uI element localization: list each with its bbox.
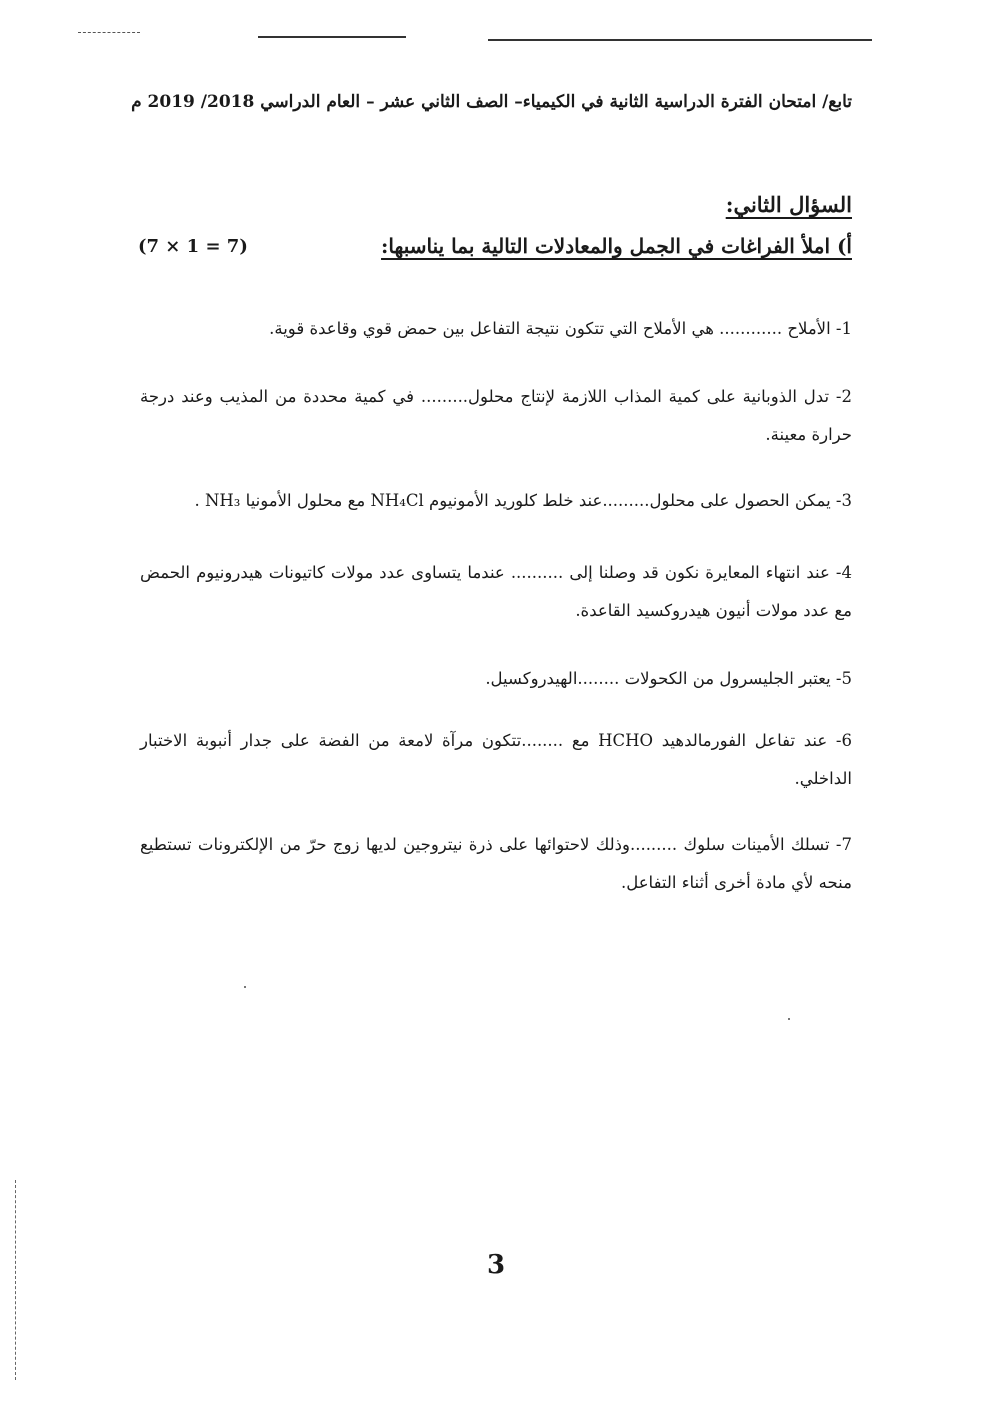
item-number: 1- [835, 319, 852, 338]
question-item-4 [140, 554, 852, 630]
item-text: الأملاح ............ هي الأملاح التي تتكون نتيجة التفاعل بين حمض قوي وقاعدة قوية. [269, 319, 836, 338]
question-title: السؤال الثاني: [725, 192, 852, 217]
item-number: 6- [835, 731, 852, 750]
question-instructions: أ) املأ الفراغات في الجمل والمعادلات التالية بما يناسبها: [381, 234, 852, 258]
item-text: تدل الذوبانية على كمية المذاب اللازمة لإنتاج محلول......... في كمية محددة من المذيب وعند درجة حرارة معينة. [140, 387, 852, 444]
item-number: 3- [835, 491, 852, 510]
scan-artifact-line [488, 39, 872, 41]
item-number: 5- [835, 669, 852, 688]
item-text: عند تفاعل الفورمالدهيد HCHO مع ........تتكون مرآة لامعة من الفضة على جدار أنبوبة الاختبار الداخلي. [140, 731, 852, 788]
question-item-2 [140, 378, 852, 454]
item-text: يعتبر الجليسرول من الكحولات ........الهيدروكسيل. [485, 669, 836, 688]
item-number: 2- [835, 387, 852, 406]
question-item-3 [140, 482, 852, 520]
page-number: 3 [486, 1250, 506, 1280]
item-number: 7- [835, 835, 852, 854]
scan-artifact-dot [788, 1018, 790, 1020]
question-item-1 [140, 310, 852, 348]
question-marks: (7 × 1 = 7) [138, 236, 248, 257]
item-text: تسلك الأمينات سلوك .........وذلك لاحتوائها على ذرة نيتروجين لديها زوج حرّ من الإلكترونات تستطيع منحه لأي مادة أخرى أثناء التفاعل. [140, 835, 852, 892]
scan-artifact-margin [15, 1180, 16, 1380]
scan-artifact-line [258, 36, 406, 38]
item-text: يمكن الحصول على محلول.........عند خلط كلوريد الأمونيوم NH₄Cl مع محلول الأمونيا NH₃ . [194, 491, 836, 510]
exam-header: تابع/ امتحان الفترة الدراسية الثانية في الكيمياء– الصف الثاني عشر – العام الدراسي 2018/ 2019 م [131, 92, 852, 112]
item-text: عند انتهاء المعايرة نكون قد وصلنا إلى .......... عندما يتساوى عدد مولات كاتيونات هيدرونيوم الحمض مع عدد مولات أنيون هيدروكسيد القاعدة. [140, 563, 852, 620]
item-number: 4- [835, 563, 852, 582]
question-item-5 [140, 660, 852, 698]
scan-artifact-line [78, 32, 140, 33]
question-item-6 [140, 722, 852, 798]
question-item-7 [140, 826, 852, 902]
scan-artifact-dot [244, 986, 246, 988]
